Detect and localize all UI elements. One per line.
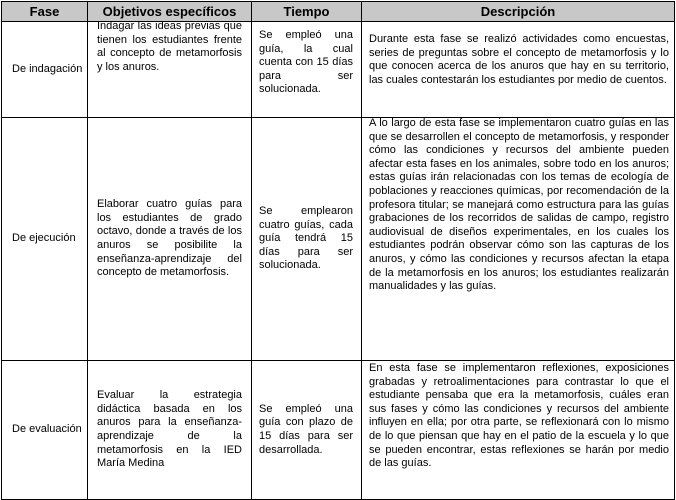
header-objectives: Objetivos específicos [88, 2, 252, 22]
time-text: Se empleó una guía, la cual cuenta con 15 días para ser solucionada. [259, 29, 353, 96]
description-cell [362, 22, 675, 118]
objectives-cell [88, 361, 252, 500]
table-row [2, 22, 675, 118]
objectives-text: Indagar las ideas previas que tienen los estudiantes frente al concepto de metamorfosis y los anuros. [97, 20, 242, 73]
header-phase: Fase [2, 2, 88, 22]
time-cell [252, 361, 362, 500]
description-text: Durante esta fase se realizó actividades como encuestas, series de preguntas sobre el concepto de metamorfosis y lo que conocen acerca de los anuros que hay en su territorio, las cuales contestarán los estudiantes por medio de cuentos. [369, 33, 669, 86]
objectives-text: Elaborar cuatro guías para los estudiantes de grado octavo, donde a través de los anuros se posibilite la enseñanza-aprendizaje del concepto de metamorfosis. [97, 198, 242, 279]
time-cell [252, 22, 362, 118]
objectives-cell [88, 118, 252, 361]
description-cell [362, 118, 675, 361]
time-text: Se emplearon cuatro guías, cada guía tendrá 15 días para ser solucionada. [259, 205, 353, 272]
description-text: A lo largo de esta fase se implementaron cuatro guías en las que se desarrollen el concepto de metamorfosis, y responder cómo las condiciones y recursos del ambiente pueden afectar esta fases en los animales, sobre todo en los anuros; estas guías irán relacionadas con los temas de ecología de poblaciones y reacciones químicas, por recomendación de la profesora titular; se manejará como estructura para las guías grabaciones de los recorridos de salidas de campo, registro audiovisual de diseños experimentales, en los cuales los estudiantes podrán observar cómo son las capturas de los anuros, y cómo las condiciones y recursos afectan la etapa de la metamorfosis en los anuros; los estudiantes realizarán manualidades y las guías. [369, 117, 669, 293]
phase-text: De ejecución [12, 232, 76, 245]
description-cell [362, 361, 675, 500]
time-cell [252, 118, 362, 361]
phase-text: De indagación [12, 62, 83, 75]
description-text: En esta fase se implementaron reflexiones, exposiciones grabadas y retroalimentaciones para contrastar lo que el estudiante pensaba que era la metamorfosis, cuáles eran sus fases y cómo las condiciones y recursos del ambiente influyen en ella; por otra parte, se reflexionará con lo mismo de lo que piensan que hay en el patio de la escuela y lo que se pueden encontrar, estas reflexiones se harán por medio de las guías. [369, 362, 669, 470]
time-text: Se empleó una guía con plazo de 15 días para ser desarrollada. [259, 402, 353, 456]
phase-cell [2, 361, 88, 500]
phase-cell [2, 22, 88, 118]
table-row [2, 361, 675, 500]
table-row [2, 118, 675, 361]
objectives-cell [88, 22, 252, 118]
objectives-text: Evaluar la estrategia didáctica basada en los anuros para la enseñanza-aprendizaje de la metamorfosis en la IED María Medina [97, 389, 242, 470]
phases-table [1, 1, 675, 500]
header-description: Descripción [362, 2, 675, 22]
phase-text: De evaluación [12, 423, 82, 436]
header-time: Tiempo [252, 2, 362, 22]
phase-cell [2, 118, 88, 361]
header-row [2, 2, 675, 22]
